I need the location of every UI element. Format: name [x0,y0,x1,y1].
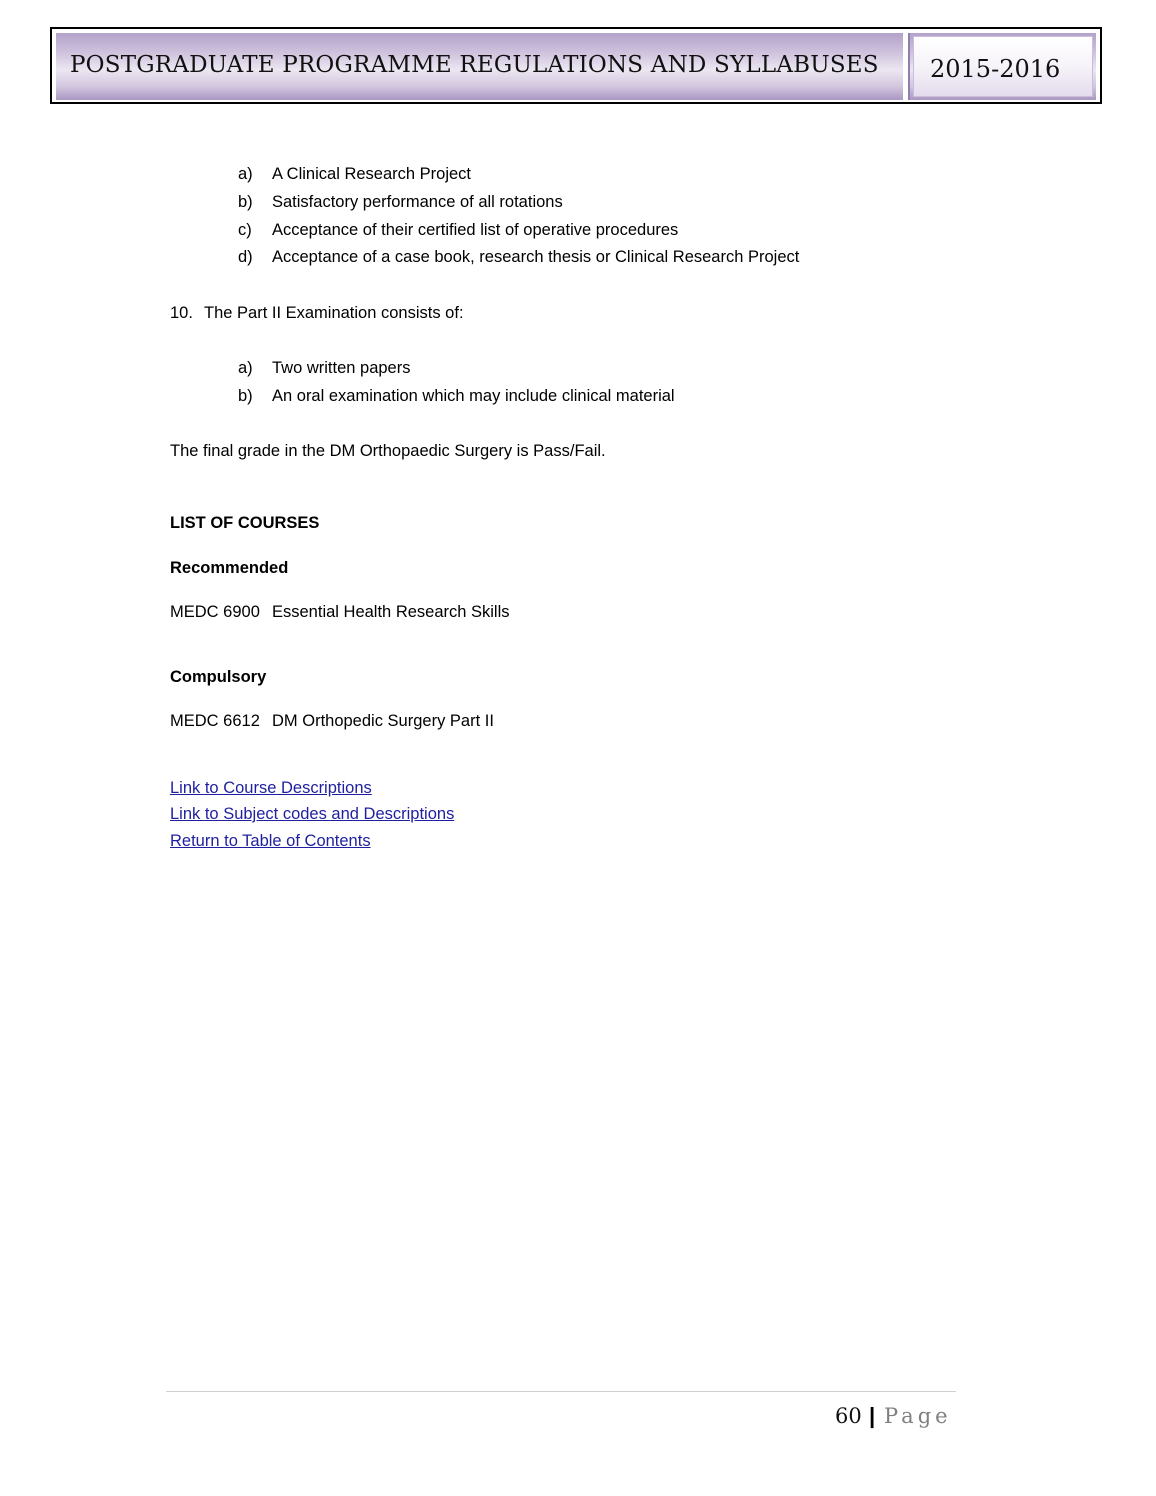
page-label: Page [884,1404,952,1428]
list-marker: b) [238,193,253,211]
list-marker: a) [238,165,253,183]
link-course-descriptions[interactable]: Link to Course Descriptions [170,779,372,797]
list-marker: c) [238,221,252,239]
compulsory-heading: Compulsory [170,668,267,686]
header-title-box [56,33,906,100]
final-grade-text: The final grade in the DM Orthopaedic Surgery is Pass/Fail. [170,442,606,460]
list-item: Satisfactory performance of all rotations [272,193,563,211]
header-title: POSTGRADUATE PROGRAMME REGULATIONS AND SYLLABUSES [70,52,879,78]
list-marker: b) [238,387,253,405]
page-number: 60 [835,1404,862,1428]
course-title: DM Orthopedic Surgery Part II [272,712,494,730]
list-item: Two written papers [272,359,411,377]
link-subject-codes[interactable]: Link to Subject codes and Descriptions [170,805,455,823]
course-code: MEDC 6612 [170,712,260,730]
page-separator: | [869,1403,876,1428]
list-item: An oral examination which may include clinical material [272,387,675,405]
header-year-inner [913,36,1093,97]
course-code: MEDC 6900 [170,603,260,621]
list-item: Acceptance of a case book, research thesis or Clinical Research Project [272,248,800,266]
list-marker: d) [238,248,253,266]
header-year-box [908,33,1096,100]
header-year: 2015-2016 [930,55,1061,83]
list-item: A Clinical Research Project [272,165,471,183]
page-header [50,27,1102,104]
list-marker: a) [238,359,253,377]
courses-heading: LIST OF COURSES [170,514,320,532]
list-item: Acceptance of their certified list of operative procedures [272,221,679,239]
item-text: The Part II Examination consists of: [204,304,464,322]
recommended-heading: Recommended [170,559,289,577]
link-table-of-contents[interactable]: Return to Table of Contents [170,832,371,850]
footer-rule [166,1391,956,1392]
item-number: 10. [170,304,193,322]
course-title: Essential Health Research Skills [272,603,510,621]
